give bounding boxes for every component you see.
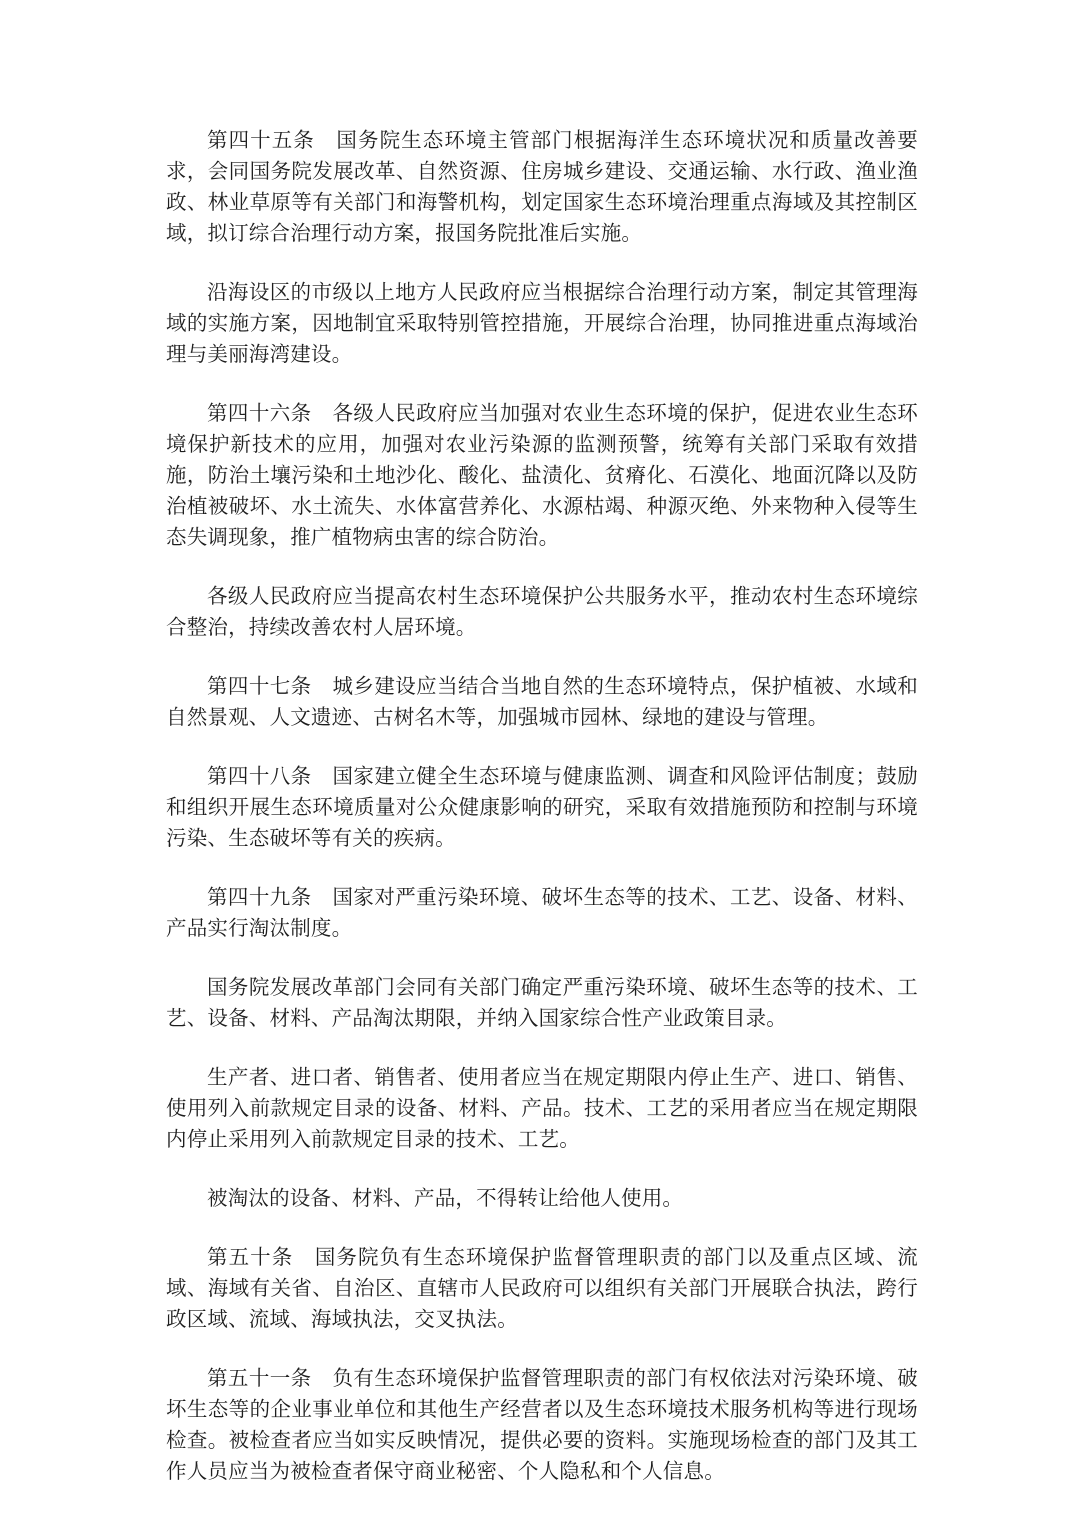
paragraph-article-49-deadline: 生产者、进口者、销售者、使用者应当在规定期限内停止生产、进口、销售、使用列入前款规定目录的设备、材料、产品。技术、工艺的采用者应当在规定期限内停止采用列入前款规定目录的技术、工艺。	[166, 1065, 918, 1151]
document-body	[166, 125, 918, 1487]
paragraph-article-45: 第四十五条 国务院生态环境主管部门根据海洋生态环境状况和质量改善要求，会同国务院发展改革、自然资源、住房城乡建设、交通运输、水行政、渔业渔政、林业草原等有关部门和海警机构，划定国家生态环境治理重点海域及其控制区域，拟订综合治理行动方案，报国务院批准后实施。	[166, 128, 918, 245]
paragraph-article-49: 第四十九条 国家对严重污染环境、破坏生态等的技术、工艺、设备、材料、产品实行淘汰制度。	[166, 885, 918, 940]
paragraph-article-51: 第五十一条 负有生态环境保护监督管理职责的部门有权依法对污染环境、破坏生态等的企业事业单位和其他生产经营者以及生态环境技术服务机构等进行现场检查。被检查者应当如实反映情况，提供必要的资料。实施现场检查的部门及其工作人员应当为被检查者保守商业秘密、个人隐私和个人信息。	[166, 1366, 918, 1483]
paragraph-article-45-coastal: 沿海设区的市级以上地方人民政府应当根据综合治理行动方案，制定其管理海域的实施方案，因地制宜采取特别管控措施，开展综合治理，协同推进重点海域治理与美丽海湾建设。	[166, 280, 918, 366]
paragraph-article-46: 第四十六条 各级人民政府应当加强对农业生态环境的保护，促进农业生态环境保护新技术的应用，加强对农业污染源的监测预警，统筹有关部门采取有效措施，防治土壤污染和土地沙化、酸化、盐渍化、贫瘠化、石漠化、地面沉降以及防治植被破坏、水土流失、水体富营养化、水源枯竭、种源灭绝、外来物种入侵等生态失调现象，推广植物病虫害的综合防治。	[166, 401, 918, 549]
paragraph-article-48: 第四十八条 国家建立健全生态环境与健康监测、调查和风险评估制度；鼓励和组织开展生态环境质量对公众健康影响的研究，采取有效措施预防和控制与环境污染、生态破坏等有关的疾病。	[166, 764, 918, 850]
paragraph-article-49-transfer: 被淘汰的设备、材料、产品，不得转让给他人使用。	[207, 1186, 684, 1210]
paragraph-article-49-catalog: 国务院发展改革部门会同有关部门确定严重污染环境、破坏生态等的技术、工艺、设备、材料、产品淘汰期限，并纳入国家综合性产业政策目录。	[166, 975, 918, 1030]
paragraph-article-50: 第五十条 国务院负有生态环境保护监督管理职责的部门以及重点区域、流域、海域有关省、自治区、直辖市人民政府可以组织有关部门开展联合执法，跨行政区域、流域、海域执法，交叉执法。	[166, 1245, 918, 1331]
paragraph-article-46-rural: 各级人民政府应当提高农村生态环境保护公共服务水平，推动农村生态环境综合整治，持续改善农村人居环境。	[166, 584, 918, 639]
paragraph-article-47: 第四十七条 城乡建设应当结合当地自然的生态环境特点，保护植被、水域和自然景观、人文遗迹、古树名木等，加强城市园林、绿地的建设与管理。	[166, 674, 918, 729]
